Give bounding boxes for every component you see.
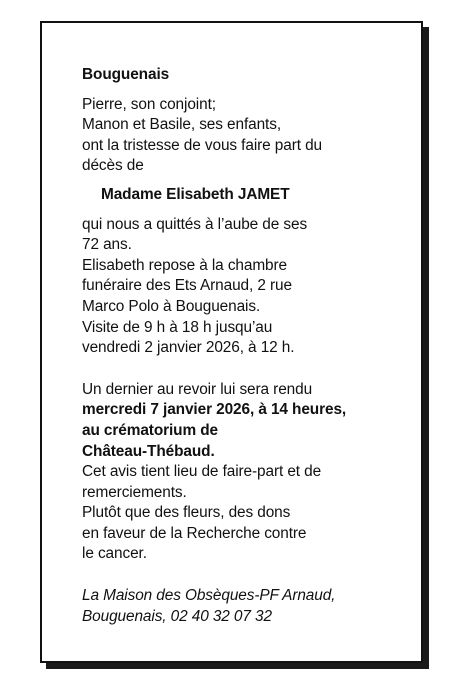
ceremony-intro: Un dernier au revoir lui sera rendu xyxy=(82,380,313,398)
closing-line: en faveur de la Recherche contre xyxy=(82,524,307,542)
details-line: Elisabeth repose à la chambre xyxy=(82,256,287,274)
details-paragraph xyxy=(82,215,382,359)
intro-line: ont la tristesse de vous faire part du xyxy=(82,136,323,154)
notice-content xyxy=(82,65,382,627)
closing-line: Plutôt que des fleurs, des dons xyxy=(82,504,291,522)
spacer xyxy=(82,359,382,380)
ceremony-detail: mercredi 7 janvier 2026, à 14 heures, xyxy=(82,401,347,419)
signature-line: La Maison des Obsèques-PF Arnaud, xyxy=(82,587,336,605)
details-line: Marco Polo à Bouguenais. xyxy=(82,297,261,315)
signature-line: Bouguenais, 02 40 32 07 32 xyxy=(82,607,272,625)
details-line: vendredi 2 janvier 2026, à 12 h. xyxy=(82,339,295,357)
details-line: funéraire des Ets Arnaud, 2 rue xyxy=(82,277,292,295)
notice-town: Bouguenais xyxy=(82,66,170,83)
details-line: 72 ans. xyxy=(82,236,132,254)
intro-line: Manon et Basile, ses enfants, xyxy=(82,116,282,134)
details-line: qui nous a quittés à l’aube de ses xyxy=(82,215,308,233)
intro-line: décès de xyxy=(82,157,144,175)
signature xyxy=(82,586,382,627)
spacer xyxy=(82,565,382,586)
closing-line: remerciements. xyxy=(82,483,187,501)
deceased-name: Madame Elisabeth JAMET xyxy=(101,185,290,203)
ceremony-detail: au crématorium de xyxy=(82,421,219,439)
intro-paragraph xyxy=(82,95,382,177)
closing-line: Cet avis tient lieu de faire-part et de xyxy=(82,463,322,481)
obituary-notice xyxy=(40,21,423,663)
ceremony-paragraph xyxy=(82,380,382,565)
ceremony-detail: Château-Thébaud. xyxy=(82,442,215,460)
intro-line: Pierre, son conjoint; xyxy=(82,95,216,113)
details-line: Visite de 9 h à 18 h jusqu’au xyxy=(82,318,273,336)
closing-line: le cancer. xyxy=(82,545,147,563)
